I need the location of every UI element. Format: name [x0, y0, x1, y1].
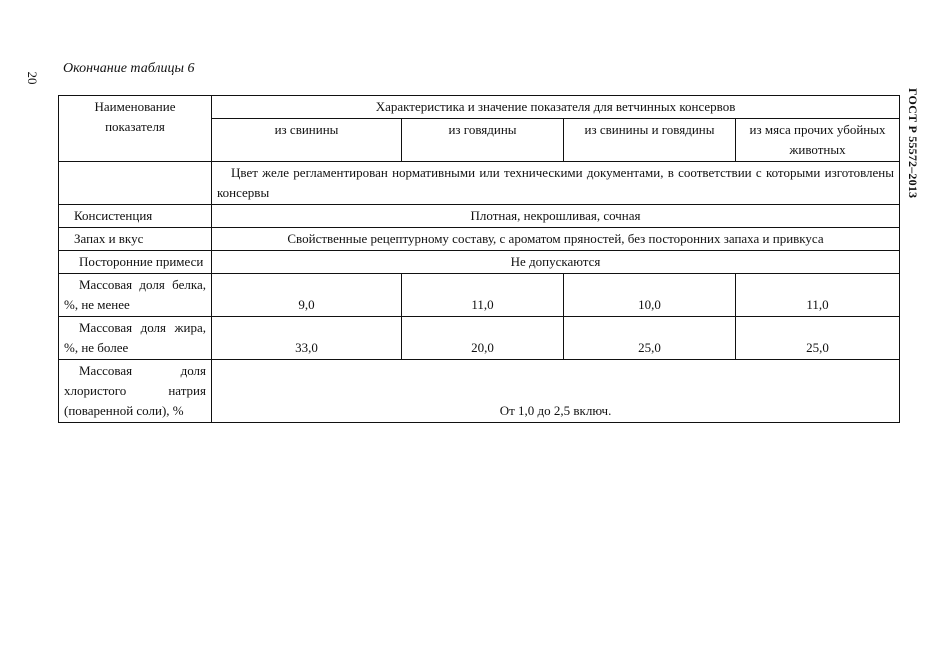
row-merged-value: Не допускаются: [212, 251, 900, 274]
row-label: Консистенция: [59, 205, 212, 228]
table-row: [59, 251, 900, 274]
row-label: Запах и вкус: [59, 228, 212, 251]
page-number: 20: [25, 71, 40, 85]
row-label: Массовая доля жира, %, не более: [59, 317, 212, 360]
table-row: [59, 162, 900, 205]
row-merged-value: Плотная, некрошливая, сочная: [212, 205, 900, 228]
table-row: [59, 228, 900, 251]
row-label: Посторонние примеси: [59, 251, 212, 274]
value-beef: 11,0: [402, 274, 564, 317]
document-code: ГОСТ Р 55572–2013: [906, 88, 920, 199]
row-merged-value: Цвет желе регламентирован нормативными или техническими документами, в соответствии с которыми изготовлены консервы: [212, 162, 900, 205]
value-other: 11,0: [736, 274, 900, 317]
row-label: [59, 162, 212, 205]
value-pork: 33,0: [212, 317, 402, 360]
table-row: [59, 360, 900, 423]
value-other: 25,0: [736, 317, 900, 360]
header-name-column: Наименование показателя: [59, 96, 212, 162]
value-pork-beef: 10,0: [564, 274, 736, 317]
value-pork: 9,0: [212, 274, 402, 317]
row-merged-value: Свойственные рецептурному составу, с ароматом пряностей, без посторонних запаха и привкуса: [212, 228, 900, 251]
header-col-other: из мяса прочих убойных животных: [736, 119, 900, 162]
table-caption: Окончание таблицы 6: [63, 61, 195, 76]
row-label: Массовая доля хлористого натрия (поваренной соли), %: [59, 360, 212, 423]
row-merged-value: От 1,0 до 2,5 включ.: [212, 360, 900, 423]
header-group: Характеристика и значение показателя для ветчинных консервов: [212, 96, 900, 119]
value-pork-beef: 25,0: [564, 317, 736, 360]
header-col-pork: из свинины: [212, 119, 402, 162]
table-row: [59, 317, 900, 360]
table-row: [59, 205, 900, 228]
value-beef: 20,0: [402, 317, 564, 360]
row-label: Массовая доля белка, %, не менее: [59, 274, 212, 317]
header-col-beef: из говядины: [402, 119, 564, 162]
header-col-pork-beef: из свинины и говядины: [564, 119, 736, 162]
indicators-table: [58, 95, 900, 423]
table-row: [59, 274, 900, 317]
table-header-row: [59, 96, 900, 119]
